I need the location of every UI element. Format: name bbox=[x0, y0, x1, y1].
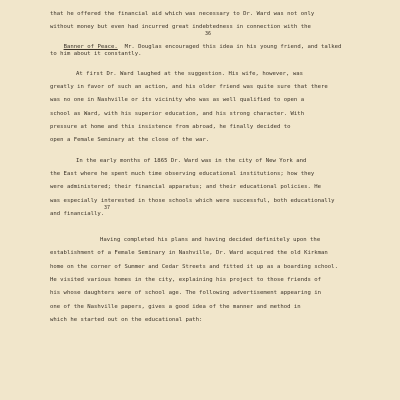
text-line: school as Ward, with his superior education, and his strong character. With bbox=[50, 111, 305, 117]
footnote-marker: 36 bbox=[205, 31, 212, 37]
text-line: was no one in Nashville or its vicinity who was as well qualified to open a bbox=[50, 97, 305, 103]
footnote-marker: 37 bbox=[104, 205, 111, 211]
text-line: to him about it constantly. bbox=[50, 51, 142, 57]
text-line: which he started out on the educational path: bbox=[50, 317, 203, 323]
paragraph-start: In the early months of 1865 Dr. Ward was in the city of New York and bbox=[76, 158, 307, 164]
text-line: his whose daughters were of school age. The following advertisement appearing in bbox=[50, 290, 322, 296]
text-line: greatly in favor of such an action, and his older friend was quite sure that there bbox=[50, 84, 328, 90]
text-line: pressure at home and this insistence from abroad, he finally decided to bbox=[50, 124, 291, 130]
paragraph-start: Having completed his plans and having decided definitely upon the bbox=[100, 237, 321, 243]
text-line: the East where he spent much time observing educational institutions; how they bbox=[50, 171, 315, 177]
text-line: He visited various homes in the city, explaining his project to those friends of bbox=[50, 277, 322, 283]
text-fragment: Mr. Douglas encouraged this idea in his young friend, and talked bbox=[124, 43, 342, 50]
text-line: was especially interested in those schools which were successful, both educationally bbox=[50, 198, 335, 204]
text-line: one of the Nashville papers, gives a good idea of the manner and method in bbox=[50, 304, 301, 310]
text-line: without money but even had incurred great indebtedness in connection with the bbox=[50, 24, 311, 30]
text-line: were administered; their financial apparatus; and their educational policies. He bbox=[50, 184, 322, 190]
text-line: home on the corner of Summer and Cedar Streets and fitted it up as a boarding school. bbox=[50, 264, 338, 270]
text-line: establishment of a Female Seminary in Nashville, Dr. Ward acquired the old Kirkman bbox=[50, 250, 328, 256]
text-line: that he offered the financial aid which was necessary to Dr. Ward was not only bbox=[50, 11, 315, 17]
paragraph-start: At first Dr. Ward laughed at the suggestion. His wife, however, was bbox=[76, 71, 303, 77]
banner-of-peace-title: Banner of Peace. bbox=[63, 43, 118, 50]
text-line: open a Female Seminary at the close of the war. bbox=[50, 137, 210, 143]
text-line: and financially. bbox=[50, 211, 105, 217]
